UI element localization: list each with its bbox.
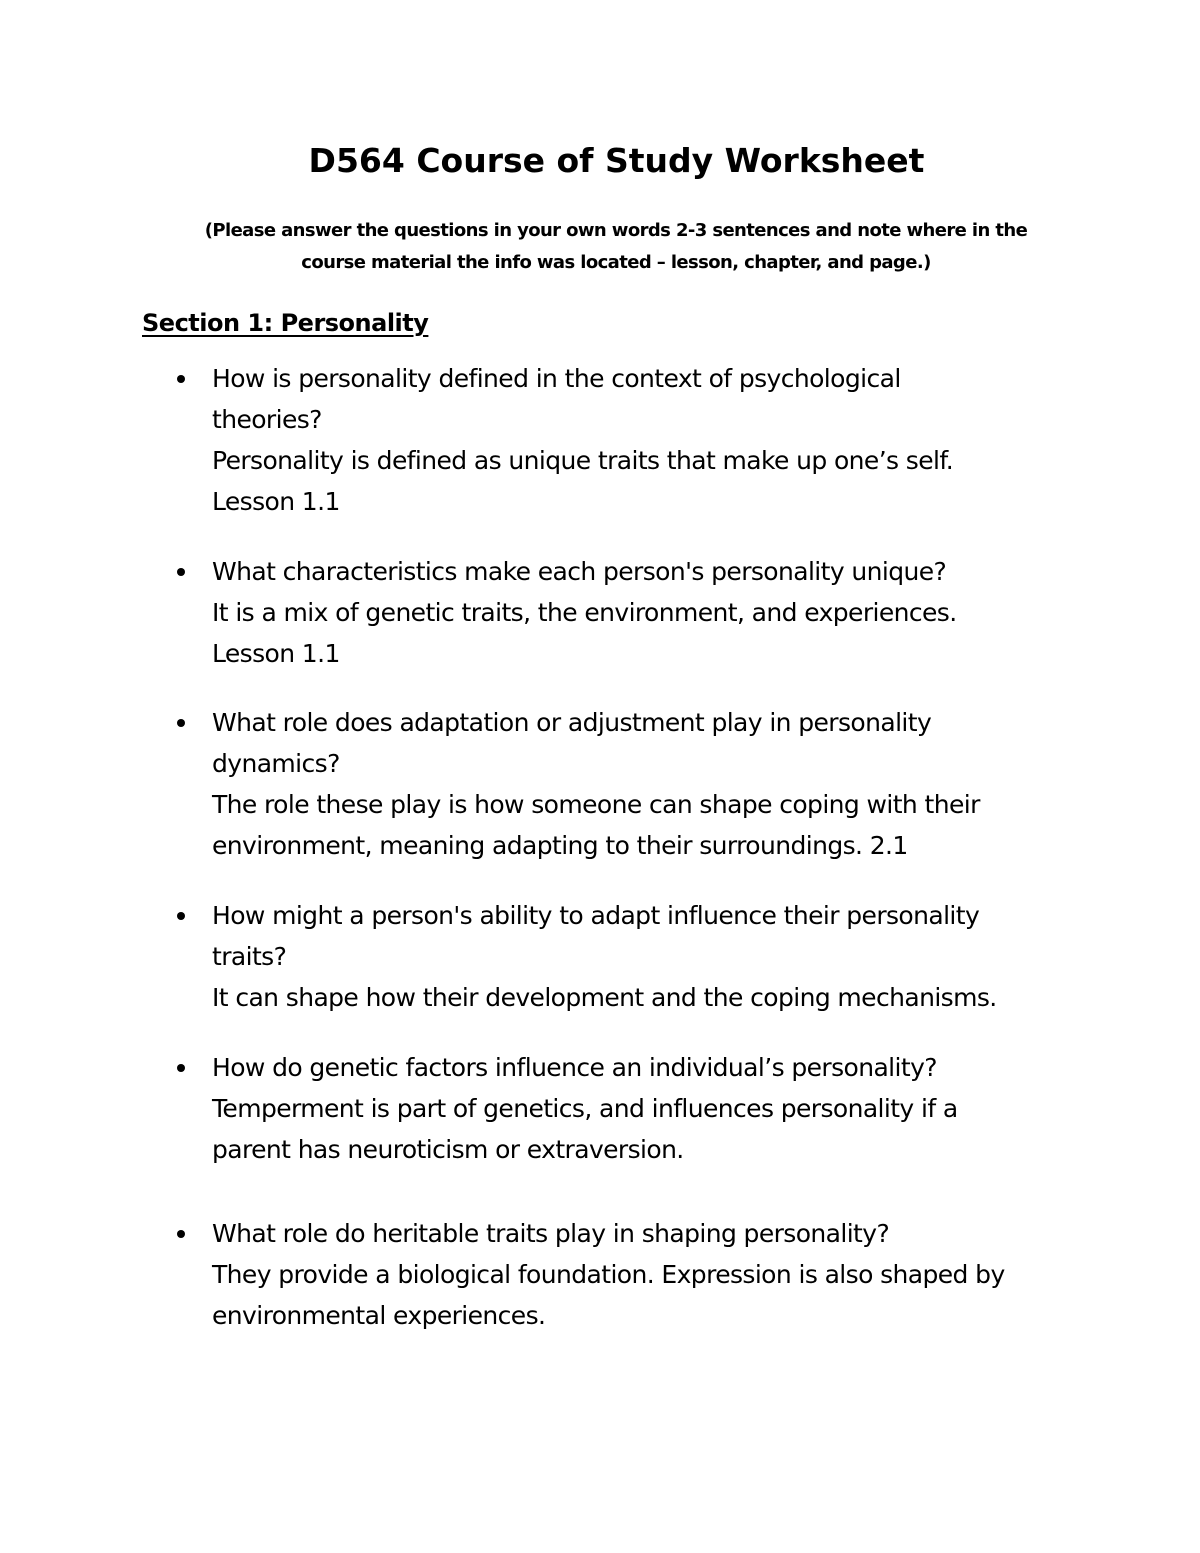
question-text: What characteristics make each person's personality unique? [212,557,947,586]
list-item [212,358,1112,522]
question-text: traits? [212,942,287,971]
answer-reference: Lesson 1.1 [212,487,340,516]
answer-reference: Lesson 1.1 [212,639,340,668]
list-item [212,895,1112,1018]
answer-text: Temperment is part of genetics, and influences personality if a [212,1094,958,1123]
list-item [212,551,1112,674]
bullet-icon [174,702,188,743]
question-text: dynamics? [212,749,340,778]
bullet-icon [174,358,188,399]
answer-text: The role these play is how someone can shape coping with their [212,790,980,819]
bullet-icon [174,895,188,936]
answer-text: Personality is defined as unique traits that make up one’s self. [212,446,954,475]
instructions-line: (Please answer the questions in your own words 2-3 sentences and note where in the [204,220,1028,241]
answer-text: They provide a biological foundation. Expression is also shaped by [212,1260,1005,1289]
instructions [160,215,1072,279]
answer-text: environment, meaning adapting to their surroundings. 2.1 [212,831,908,860]
question-text: What role do heritable traits play in shaping personality? [212,1219,890,1248]
bullet-icon [174,1213,188,1254]
question-text: What role does adaptation or adjustment play in personality [212,708,932,737]
list-item [212,1213,1112,1336]
question-text: How might a person's ability to adapt influence their personality [212,901,980,930]
bullet-icon [174,1047,188,1088]
answer-text: parent has neuroticism or extraversion. [212,1135,684,1164]
instructions-line: course material the info was located – lesson, chapter, and page.) [301,252,931,273]
list-item [212,1047,1112,1170]
document-title: D564 Course of Study Worksheet [308,141,925,180]
answer-text: It is a mix of genetic traits, the environment, and experiences. [212,598,957,627]
question-text: How do genetic factors influence an individual’s personality? [212,1053,937,1082]
section-heading: Section 1: Personality [142,309,429,337]
list-item [212,702,1112,866]
answer-text: It can shape how their development and the coping mechanisms. [212,983,997,1012]
question-text: How is personality defined in the context of psychological [212,364,901,393]
question-text: theories? [212,405,322,434]
answer-text: environmental experiences. [212,1301,546,1330]
bullet-icon [174,551,188,592]
